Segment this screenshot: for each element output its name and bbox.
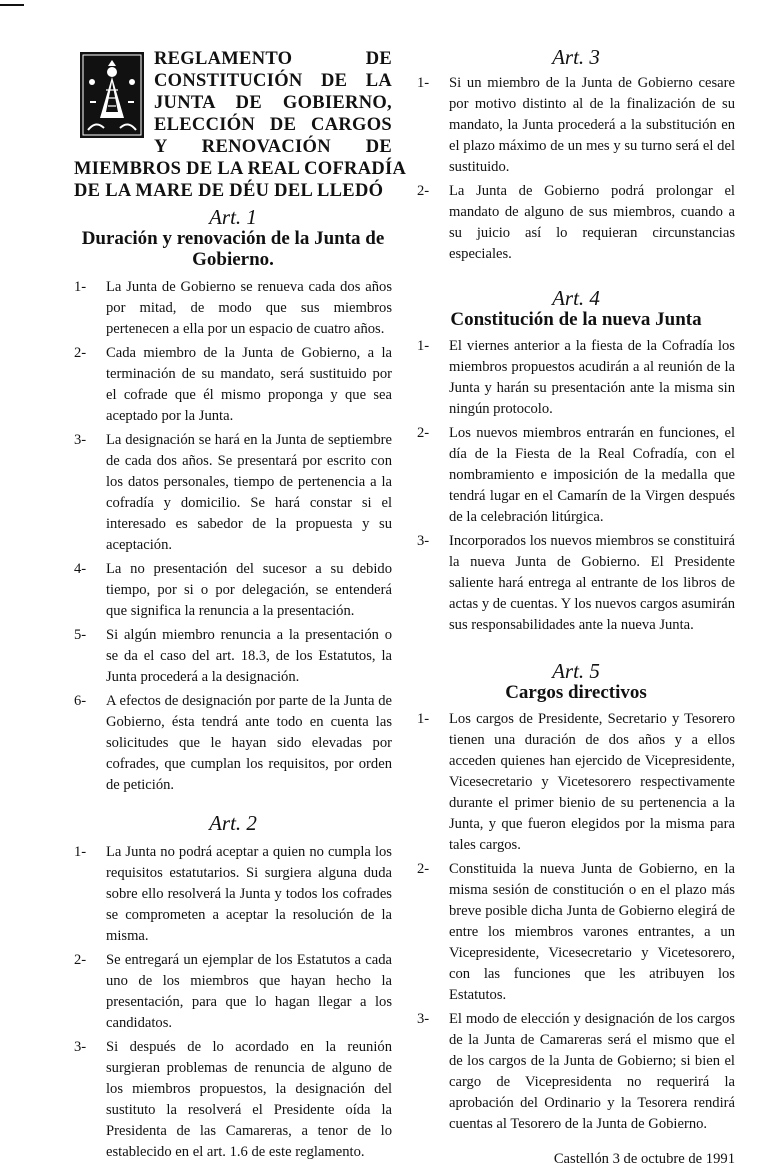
item-text: El modo de elección y designación de los cargos de la Junta de Camareras será el mismo que el de los cargos de la Junta de Gobierno; si bien el cargo de Vicepresidenta no requerirá la aprobación del Ordinario y la Tesorera rendirá cuentas al Tesorero de la Junta de Gobierno.: [449, 1011, 735, 1132]
item-text: La Junta de Gobierno podrá prolongar el mandato de alguno de sus miembros, cuando a su juicio así lo requieran circunstancias especiales.: [449, 183, 735, 262]
article-1: [74, 206, 392, 796]
article-heading: Art. 4: [552, 286, 600, 310]
item-number: 3-: [74, 1039, 87, 1055]
article-heading: Art. 2: [209, 811, 257, 835]
article-heading: Art. 3: [552, 45, 600, 69]
item-number: 5-: [74, 627, 87, 643]
article-heading: Art. 5: [552, 659, 600, 683]
item-number: 2-: [74, 345, 87, 361]
item-text: Si después de lo acordado en la reunión surgieran problemas de renuncia de alguno de los miembros propuestos, la designación del sustituto la resolverá el Presidente oída la Presidenta de las Camareras, a tenor de lo establecido en el art. 1.6 de este reglamento.: [106, 1039, 392, 1160]
title-line-2: CONSTITUCIÓN DE LA: [154, 71, 392, 91]
article-2: [74, 812, 392, 1163]
item-text: El viernes anterior a la fiesta de la Cofradía los miembros propuestos acudirán a al reunión de la Junta y harán su presentación ante la misma sin ningún protocolo.: [449, 338, 735, 417]
item-number: 4-: [74, 561, 87, 577]
item-number: 3-: [417, 1011, 430, 1027]
article-heading: Art. 1: [209, 205, 257, 229]
item-text: Se entregará un ejemplar de los Estatutos a cada uno de los miembros que hayan hecho la presentación, para que lo hagan llegar a los candidatos.: [106, 952, 392, 1031]
document-title: [74, 48, 407, 201]
article-3: [417, 46, 735, 265]
virgin-image-icon: [80, 52, 144, 138]
title-line-5: Y RENOVACIÓN DE: [154, 137, 392, 157]
item-number: 3-: [417, 533, 430, 549]
list-item: [74, 691, 392, 796]
closing-date-line: Castellón 3 de octubre de 1991: [553, 1151, 735, 1167]
item-text: Constituida la nueva Junta de Gobierno, en la misma sesión de constitución o en el plazo más breve posible dicha Junta de Gobierno elegirá de entre los miembros varones entrantes, a un Vicepresidente, Vicesecretario y Vicetesorero, con las funciones que les atribuyen los Estatutos.: [449, 861, 735, 1003]
list-item: [74, 842, 392, 947]
item-number: 1-: [417, 338, 430, 354]
list-item: [417, 709, 735, 856]
article-4: [417, 287, 735, 636]
list-item: [417, 336, 735, 420]
item-text: A efectos de designación por parte de la Junta de Gobierno, ésta tendrá ante todo en cuenta las solicitudes que le hayan sido elevadas por cofrades, que cumplan los requisitos, por orden de petición.: [106, 693, 392, 793]
title-line-3: JUNTA DE GOBIERNO,: [154, 93, 392, 113]
article-5: [417, 660, 735, 1135]
item-number: 6-: [74, 693, 87, 709]
item-number: 2-: [417, 861, 430, 877]
left-column: [74, 0, 407, 1163]
list-item: [417, 73, 735, 178]
page-edge-mark: [0, 4, 24, 6]
list-item: [417, 181, 735, 265]
right-column: [417, 0, 735, 1170]
list-item: [74, 1037, 392, 1163]
title-line-4: ELECCIÓN DE CARGOS: [154, 115, 392, 135]
list-item: [417, 1009, 735, 1135]
item-text: La no presentación del sucesor a su debido tiempo, por si o por delegación, se entenderá que significa la renuncia a la presentación.: [106, 561, 392, 619]
article-subtitle: Cargos directivos: [505, 682, 647, 703]
article-subtitle: Duración y renovación de la Junta de Gobierno.: [81, 228, 385, 270]
list-item: [417, 423, 735, 528]
item-text: Cada miembro de la Junta de Gobierno, a la terminación de su mandato, será sustituido por el cofrade que él mismo proponga y que sea aceptado por la Junta.: [106, 345, 392, 424]
list-item: [74, 625, 392, 688]
item-number: 1-: [74, 844, 87, 860]
item-text: Incorporados los nuevos miembros se constituirá la nueva Junta de Gobierno. El Presidente saliente hará entrega al entrante de los libros de actas y de cuentas. Y los nuevos cargos asumirán sus responsabilidades ante la nueva Junta.: [449, 533, 735, 633]
list-item: [417, 859, 735, 1006]
item-text: Los nuevos miembros entrarán en funciones, el día de la Fiesta de la Real Cofradía, con el nombramiento e imposición de la medalla que tendrá lugar en el Camarín de la Virgen después de la celebración litúrgica.: [449, 425, 735, 525]
item-text: La designación se hará en la Junta de septiembre de cada dos años. Se presentará por escrito con los datos personales, tiempo de pertenencia a la cofradía y domicilio. Se hará constar si el interesado es sabedor de la propuesta y su aceptación.: [106, 432, 392, 553]
article-subtitle: Constitución de la nueva Junta: [450, 309, 702, 330]
item-text: La Junta no podrá aceptar a quien no cumpla los requisitos estatutarios. Si surgiera alguna duda sobre ello resolverá la Junta y todos los cofrades se comprometen a aceptar la resolución de la misma.: [106, 844, 392, 944]
item-number: 3-: [74, 432, 87, 448]
list-item: [74, 430, 392, 556]
item-number: 2-: [417, 183, 430, 199]
list-item: [74, 343, 392, 427]
item-number: 1-: [417, 75, 430, 91]
title-line-7: DE LA MARE DE DÉU DEL LLEDÓ: [74, 181, 384, 201]
item-number: 1-: [417, 711, 430, 727]
title-line-6: MIEMBROS DE LA REAL COFRADÍA: [74, 159, 407, 179]
list-item: [74, 277, 392, 340]
list-item: [74, 559, 392, 622]
title-line-1: REGLAMENTO DE: [154, 49, 392, 69]
item-number: 2-: [417, 425, 430, 441]
item-text: La Junta de Gobierno se renueva cada dos años por mitad, de modo que sus miembros pertenecen a ella por un espacio de cuatro años.: [106, 279, 392, 337]
item-number: 1-: [74, 279, 87, 295]
item-number: 2-: [74, 952, 87, 968]
item-text: Los cargos de Presidente, Secretario y Tesorero tienen una duración de dos años y a ellos acceden quienes han ejercido de Vicepresidente, Vicesecretario y Vicetesorero respectivamente durante el primer bienio de su pertenencia a la Junta, y que fueron elegidos por la misma para tales cargos.: [449, 711, 735, 853]
item-text: Si un miembro de la Junta de Gobierno cesare por motivo distinto al de la finalización de su mandato, la Junta procederá a la substitución en el plazo máximo de un mes y su turno será el del sustituido.: [449, 75, 735, 175]
item-text: Si algún miembro renuncia a la presentación o se da el caso del art. 18.3, de los Estatutos, la Junta procederá a la designación.: [106, 627, 392, 685]
list-item: [74, 950, 392, 1034]
list-item: [417, 531, 735, 636]
